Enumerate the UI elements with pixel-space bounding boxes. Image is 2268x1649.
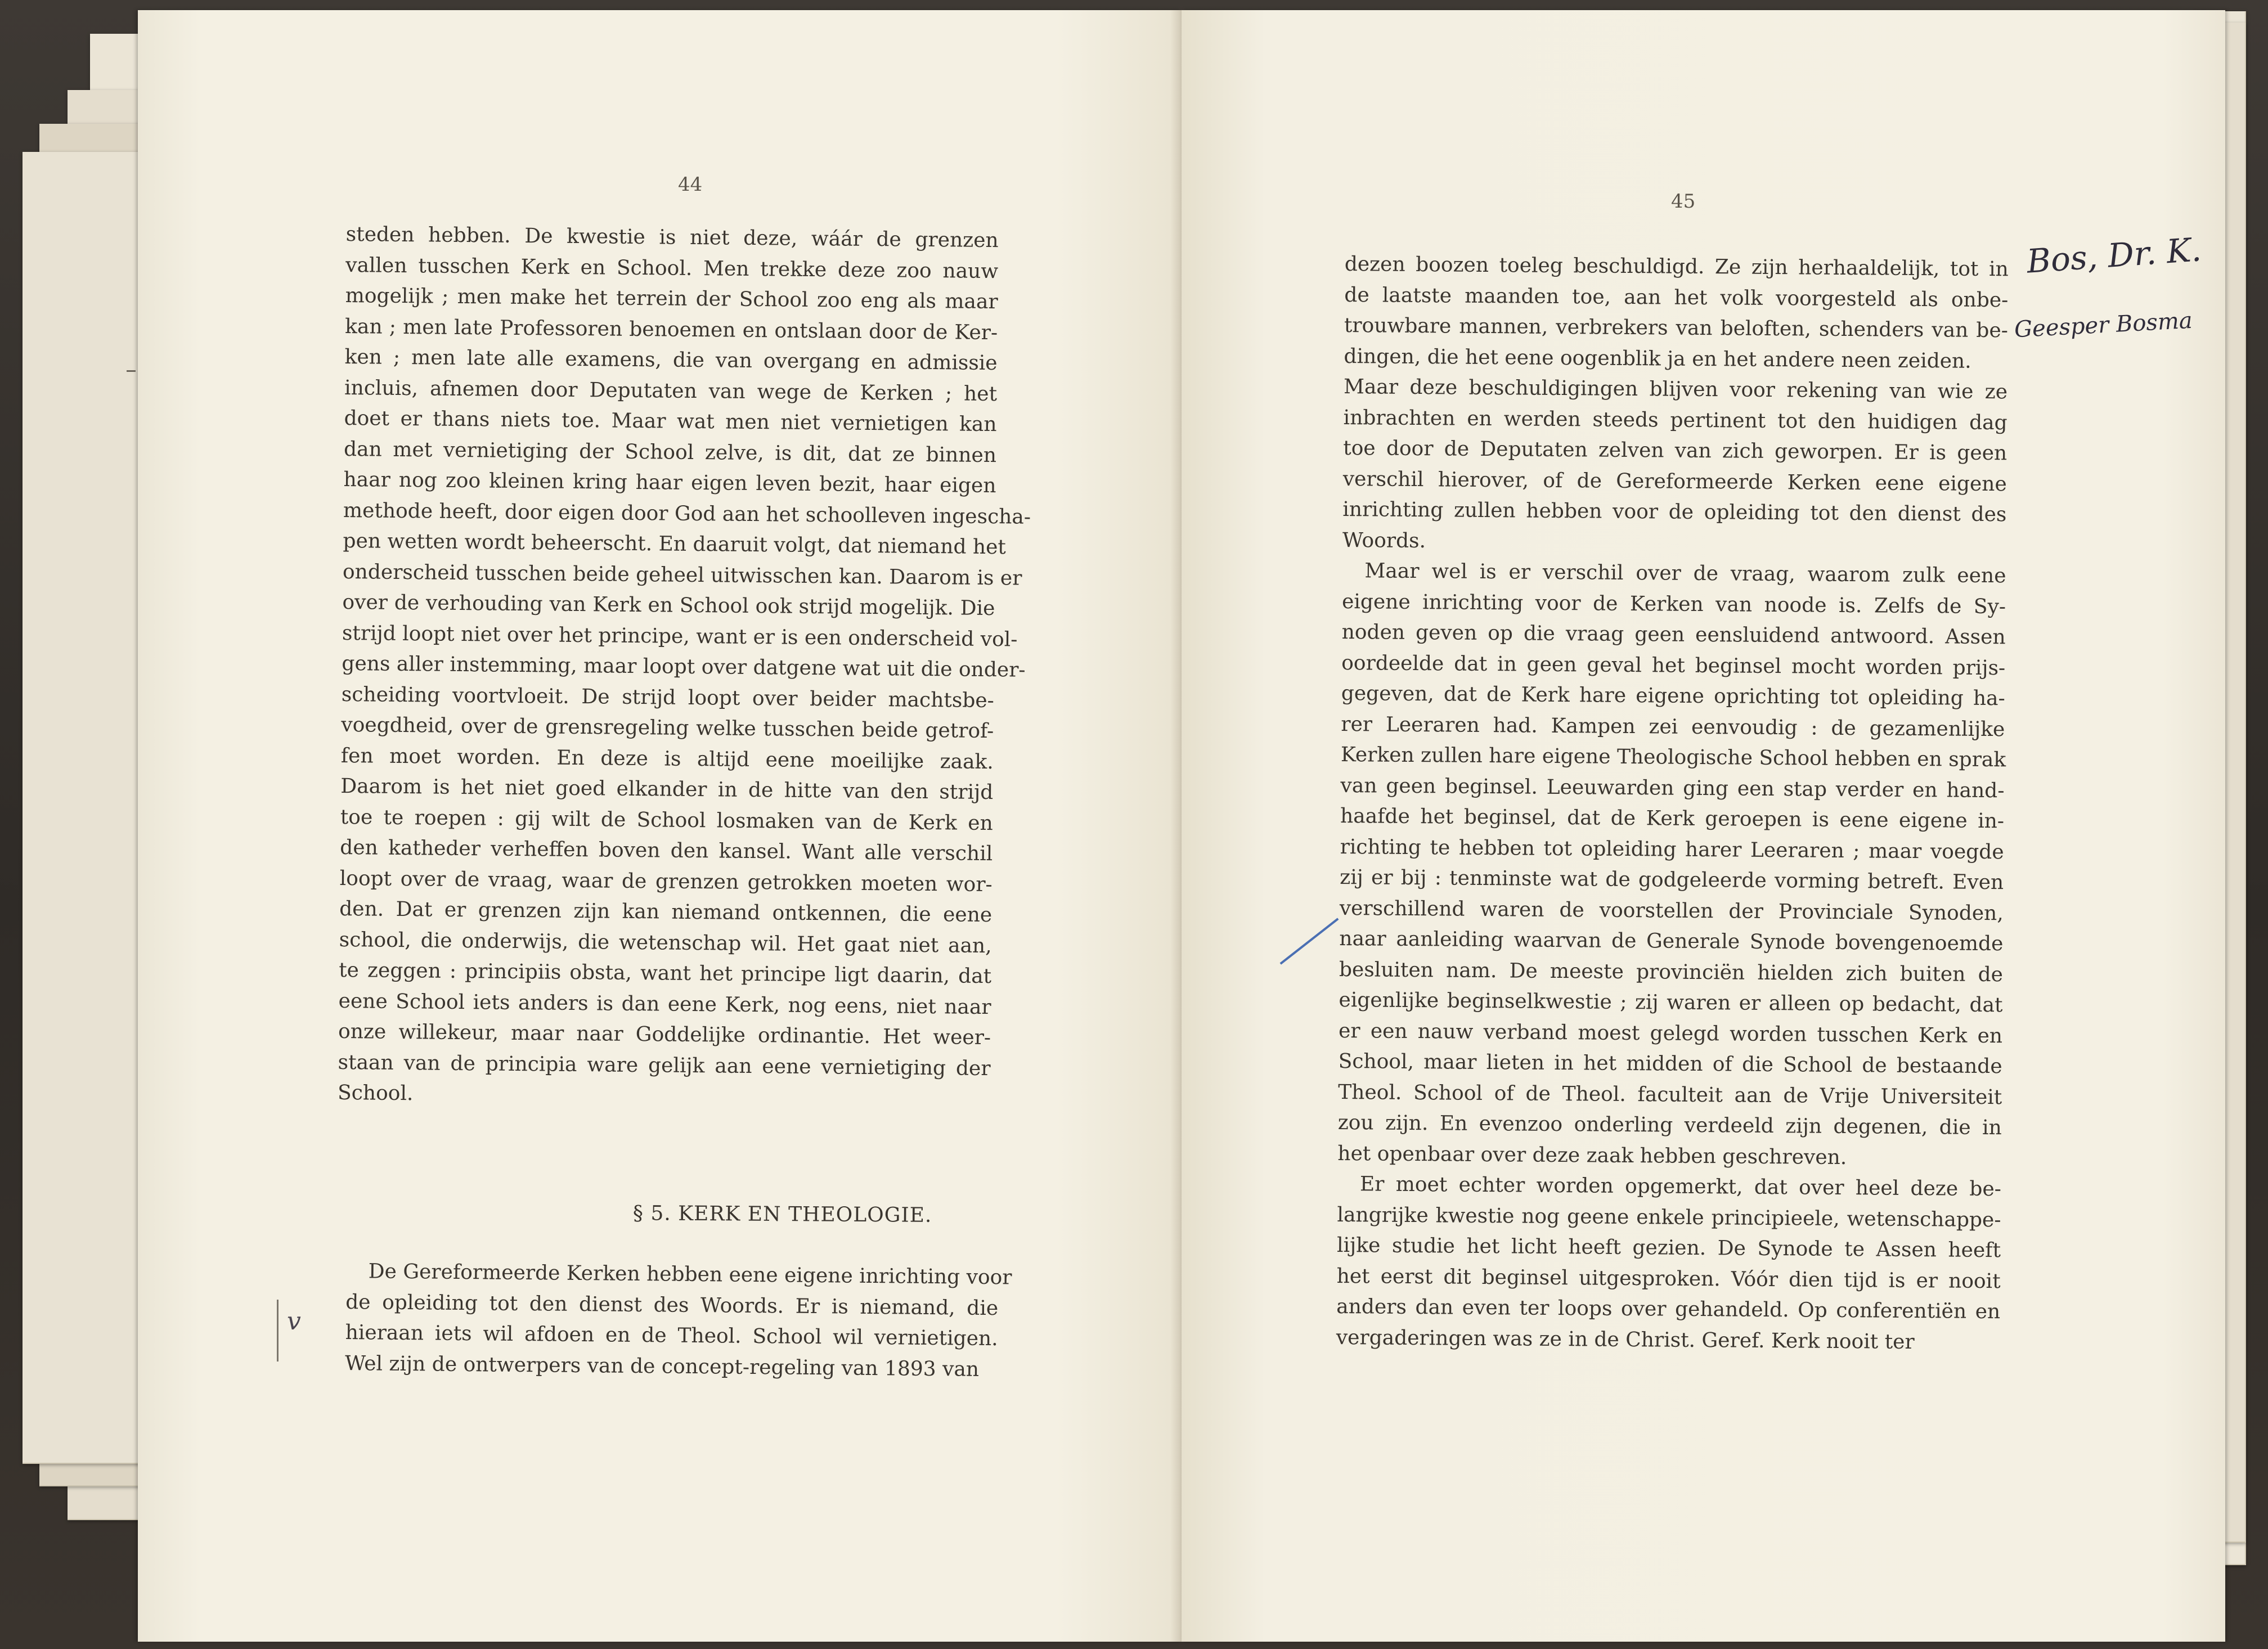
text-line: van geen beginsel. Leeuwarden ging een stap verder en hand- — [1340, 774, 2005, 802]
text-line: mogelijk ; men make het terrein der School zoo eng als maar — [345, 284, 998, 314]
text-line: Daarom is het niet goed elkander in de hitte van den strijd — [340, 774, 994, 805]
text-line: onderscheid tusschen beide geheel uitwisschen kan. Daarom is er — [342, 560, 1022, 590]
text-line: doet er thans niets toe. Maar wat men niet vernietigen kan — [344, 406, 997, 437]
text-line: eigenlijke beginselkwestie ; zij waren er alleen op bedacht, dat — [1339, 988, 2003, 1017]
text-line: langrijke kwestie nog geene enkele principieele, wetenschappe- — [1337, 1203, 2001, 1232]
page-number: 45 — [1671, 190, 1696, 213]
text-line: haar nog zoo kleinen kring haar eigen leven bezit, haar eigen — [343, 468, 996, 498]
margin-bar — [277, 1300, 279, 1362]
text-line: oordeelde dat in geen geval het beginsel mocht worden prijs- — [1341, 651, 2006, 680]
text-line: Theol. School of de Theol. faculteit aan de Vrije Universiteit — [1338, 1080, 2002, 1109]
handwritten-note: Bos, Dr. K. — [2026, 230, 2203, 281]
section-heading: § 5. KERK EN THEOLOGIE. — [632, 1202, 932, 1227]
text-line: onze willekeur, maar naar Goddelijke ordinantie. Het weer- — [338, 1019, 991, 1050]
text-line: richting te hebben tot opleiding harer Leeraren ; maar voegde — [1340, 835, 2004, 864]
text-line: dan met vernietiging der School zelve, is dit, dat ze binnen — [343, 437, 997, 467]
text-line: de laatste maanden toe, aan het volk voorgesteld als onbe- — [1344, 283, 2009, 312]
text-line: school, die onderwijs, die wetenschap wil. Het gaat niet aan, — [339, 928, 992, 958]
text-line: voegdheid, over de grensregeling welke tusschen beide getrof- — [341, 713, 994, 743]
text-line: de opleiding tot den dienst des Woords. Er is niemand, die — [345, 1290, 999, 1320]
text-line: methode heeft, door eigen door God aan het schoolleven ingescha- — [343, 498, 1031, 529]
text-line: eene School iets anders is dan eene Kerk, nog eens, niet naar — [338, 989, 991, 1019]
text-line: gens aller instemming, maar loopt over datgene wat uit die onder- — [342, 651, 1026, 682]
text-line: Maar wel is er verschil over de vraag, waarom zulk eene — [1364, 559, 2006, 588]
margin-dash — [127, 370, 136, 372]
page-number: 44 — [678, 173, 703, 196]
text-line: inbrachten en werden steeds pertinent tot den huidigen dag — [1343, 406, 2007, 434]
text-line: toe te roepen : gij wilt de School losmaken van de Kerk en — [340, 805, 993, 835]
left-page — [138, 10, 1182, 1642]
text-line: fen moet worden. En deze is altijd eene moeilijke zaak. — [340, 744, 994, 774]
text-line: gegeven, dat de Kerk hare eigene oprichting tot opleiding ha- — [1341, 681, 2005, 711]
text-line: incluis, afnemen door Deputaten van wege de Kerken ; het — [344, 376, 998, 406]
text-line: besluiten nam. De meeste provinciën hielden zich buiten de — [1339, 958, 2004, 986]
text-line: School, maar lieten in het midden of die School de bestaande — [1338, 1049, 2002, 1079]
text-line: kan ; men late Professoren benoemen en ontslaan door de Ker- — [344, 314, 998, 344]
text-line: zij er bij : tenminste wat de godgeleerde vorming betreft. Even — [1340, 865, 2004, 895]
text-line: Er moet echter worden opgemerkt, dat over heel deze be- — [1359, 1172, 2002, 1201]
text-line: over de verhouding van Kerk en School ook strijd mogelijk. Die — [342, 590, 995, 621]
text-line: inrichting zullen hebben voor de opleiding tot den dienst des — [1342, 497, 2007, 527]
text-line: Woords. — [1342, 528, 1426, 552]
right-body-text — [1336, 249, 2009, 1358]
text-line: het openbaar over deze zaak hebben geschreven. — [1337, 1142, 1847, 1169]
text-line: toe door de Deputaten zelven van zich geworpen. Er is geen — [1343, 436, 2007, 465]
text-line: steden hebben. De kwestie is niet deze, wáár de grenzen — [345, 222, 999, 253]
text-line: Wel zijn de ontwerpers van de concept-regeling van 1893 van — [344, 1351, 980, 1381]
text-line: vergaderingen was ze in de Christ. Geref. Kerk nooit ter — [1336, 1326, 1915, 1354]
text-line: dezen boozen toeleg beschuldigd. Ze zijn herhaaldelijk, tot in — [1344, 252, 2009, 281]
text-line: Maar deze beschuldigingen blijven voor rekening van wie ze — [1343, 375, 2008, 404]
text-line: lijke studie het licht heeft gezien. De Synode te Assen heeft — [1336, 1233, 2001, 1262]
text-line: School. — [337, 1081, 414, 1106]
text-line: rer Leeraren had. Kampen zei eenvoudig : de gezamenlijke — [1341, 712, 2005, 741]
left-body-text — [337, 219, 1031, 1115]
text-line: naar aanleiding waarvan de Generale Synode bovengenoemde — [1339, 927, 2004, 956]
text-line: te zeggen : principiis obsta, want het principe ligt daarin, dat — [338, 958, 992, 988]
text-line: den katheder verheffen boven den kansel. Want alle verschil — [340, 835, 993, 866]
text-line: noden geven op die vraag geen eensluidend antwoord. Assen — [1341, 620, 2006, 649]
text-line: dingen, die het eene oogenblik ja en het andere neen zeiden. — [1344, 344, 1971, 373]
text-line: De Gereformeerde Kerken hebben eene eigene inrichting voor — [368, 1260, 1012, 1289]
text-line: haafde het beginsel, dat de Kerk geroepen is eene eigene in- — [1340, 804, 2005, 833]
text-line: het eerst dit beginsel uitgesproken. Vóór dien tijd is er nooit — [1336, 1264, 2001, 1293]
text-line: zou zijn. En evenzoo onderling verdeeld zijn degenen, die in — [1337, 1111, 2002, 1140]
text-line: anders dan even ter loops over gehandeld. Op conferentiën en — [1336, 1295, 2001, 1324]
text-line: Kerken zullen hare eigene Theologische School hebben en sprak — [1340, 743, 2006, 772]
text-line: scheiding voortvloeit. De strijd loopt over beider machtsbe- — [341, 682, 995, 712]
text-line: vallen tusschen Kerk en School. Men trekke deze zoo nauw — [345, 253, 999, 283]
text-line: strijd loopt niet over het principe, want er is een onderscheid vol- — [342, 621, 1018, 651]
text-line: verschil hierover, of de Gereformeerde Kerken eene eigene — [1342, 467, 2007, 496]
text-line: verschillend waren de voorstellen der Provinciale Synoden, — [1339, 896, 2004, 925]
text-line: loopt over de vraag, waar de grenzen getrokken moeten wor- — [339, 866, 992, 896]
text-line: ken ; men late alle examens, die van overgang en admissie — [344, 345, 998, 375]
text-line: den. Dat er grenzen zijn kan niemand ontkennen, die eene — [339, 897, 992, 927]
text-line: er een nauw verband moest gelegd worden tusschen Kerk en — [1338, 1019, 2003, 1048]
handwritten-note: Geesper Bosma — [2014, 307, 2193, 343]
text-line: trouwbare mannen, verbrekers van beloften, schenders van be- — [1344, 313, 2009, 343]
text-line: eigene inrichting voor de Kerken van noode is. Zelfs de Sy- — [1341, 590, 2006, 618]
text-line: hieraan iets wil afdoen en de Theol. School wil vernietigen. — [345, 1320, 998, 1351]
text-line: staan van de principia ware gelijk aan eene vernietiging der — [338, 1050, 991, 1080]
text-line: pen wetten wordt beheerscht. En daaruit volgt, dat niemand het — [343, 529, 1007, 559]
left-section-text — [344, 1256, 1012, 1385]
margin-mark: v — [287, 1307, 301, 1336]
